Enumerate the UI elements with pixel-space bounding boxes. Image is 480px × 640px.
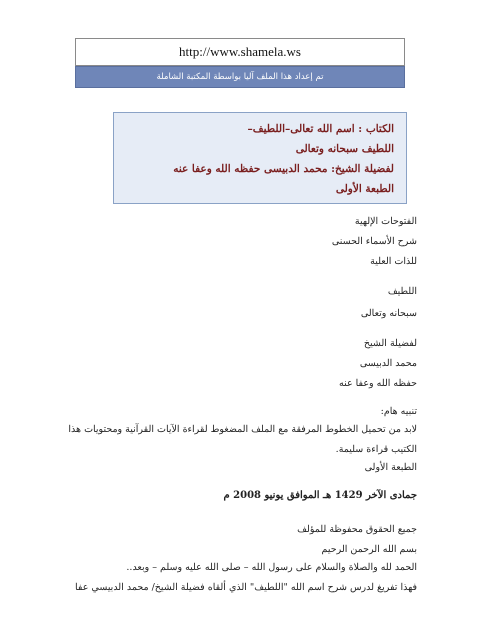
text-line: شرح الأسماء الحسنى xyxy=(331,236,417,247)
text-line: اللطيف xyxy=(387,286,417,297)
text-line: بسم الله الرحمن الرحيم xyxy=(321,544,417,555)
credit-bar xyxy=(75,66,405,88)
credit-text: تم إعداد هذا الملف آليا بواسطة المكتبة الشاملة xyxy=(156,72,324,82)
book-info-box xyxy=(113,112,407,204)
url-text[interactable]: http://www.shamela.ws xyxy=(179,44,301,59)
text-line: الكتيب قراءة سليمة. xyxy=(335,444,417,455)
text-line: لفضيلة الشيخ xyxy=(363,338,417,349)
text-line: الحمد لله والصلاة والسلام على رسول الله – صلى الله عليه وسلم – وبعد.. xyxy=(126,562,417,573)
text-line: فهذا تفريغ لدرس شرح اسم الله "اللطيف" الذي ألقاه فضيلة الشيخ/ محمد الدبيسي عفا xyxy=(75,582,417,593)
url-header xyxy=(75,38,405,66)
book-title-line: الكتاب : اسم الله تعالى–اللطيف– xyxy=(247,123,394,135)
book-edition-line: الطبعة الأولى xyxy=(335,183,394,195)
text-line: الطبعة الأولى xyxy=(364,462,417,473)
book-subtitle-line: اللطيف سبحانه وتعالى xyxy=(295,143,394,155)
text-line: الفتوحات الإلهية xyxy=(354,216,417,227)
text-line: للذات العلية xyxy=(370,256,417,267)
text-line: لابد من تحميل الخطوط المرفقة مع الملف المضغوط لقراءة الآيات القرآنية ومحتويات هذا xyxy=(68,424,417,435)
text-line: حفظه الله وعفا عنه xyxy=(339,378,417,389)
text-line: جميع الحقوق محفوظة للمؤلف xyxy=(297,524,417,535)
book-author-line: لفضيلة الشيخ: محمد الدبيسى حفظه الله وعفا عنه xyxy=(173,163,394,175)
text-line: تنبيه هام: xyxy=(380,406,417,417)
date-line: جمادى الآخر 1429 هـ الموافق يونيو 2008 م xyxy=(223,490,417,501)
text-line: سبحانه وتعالى xyxy=(360,308,417,319)
text-line: محمد الدبيسى xyxy=(359,358,417,369)
